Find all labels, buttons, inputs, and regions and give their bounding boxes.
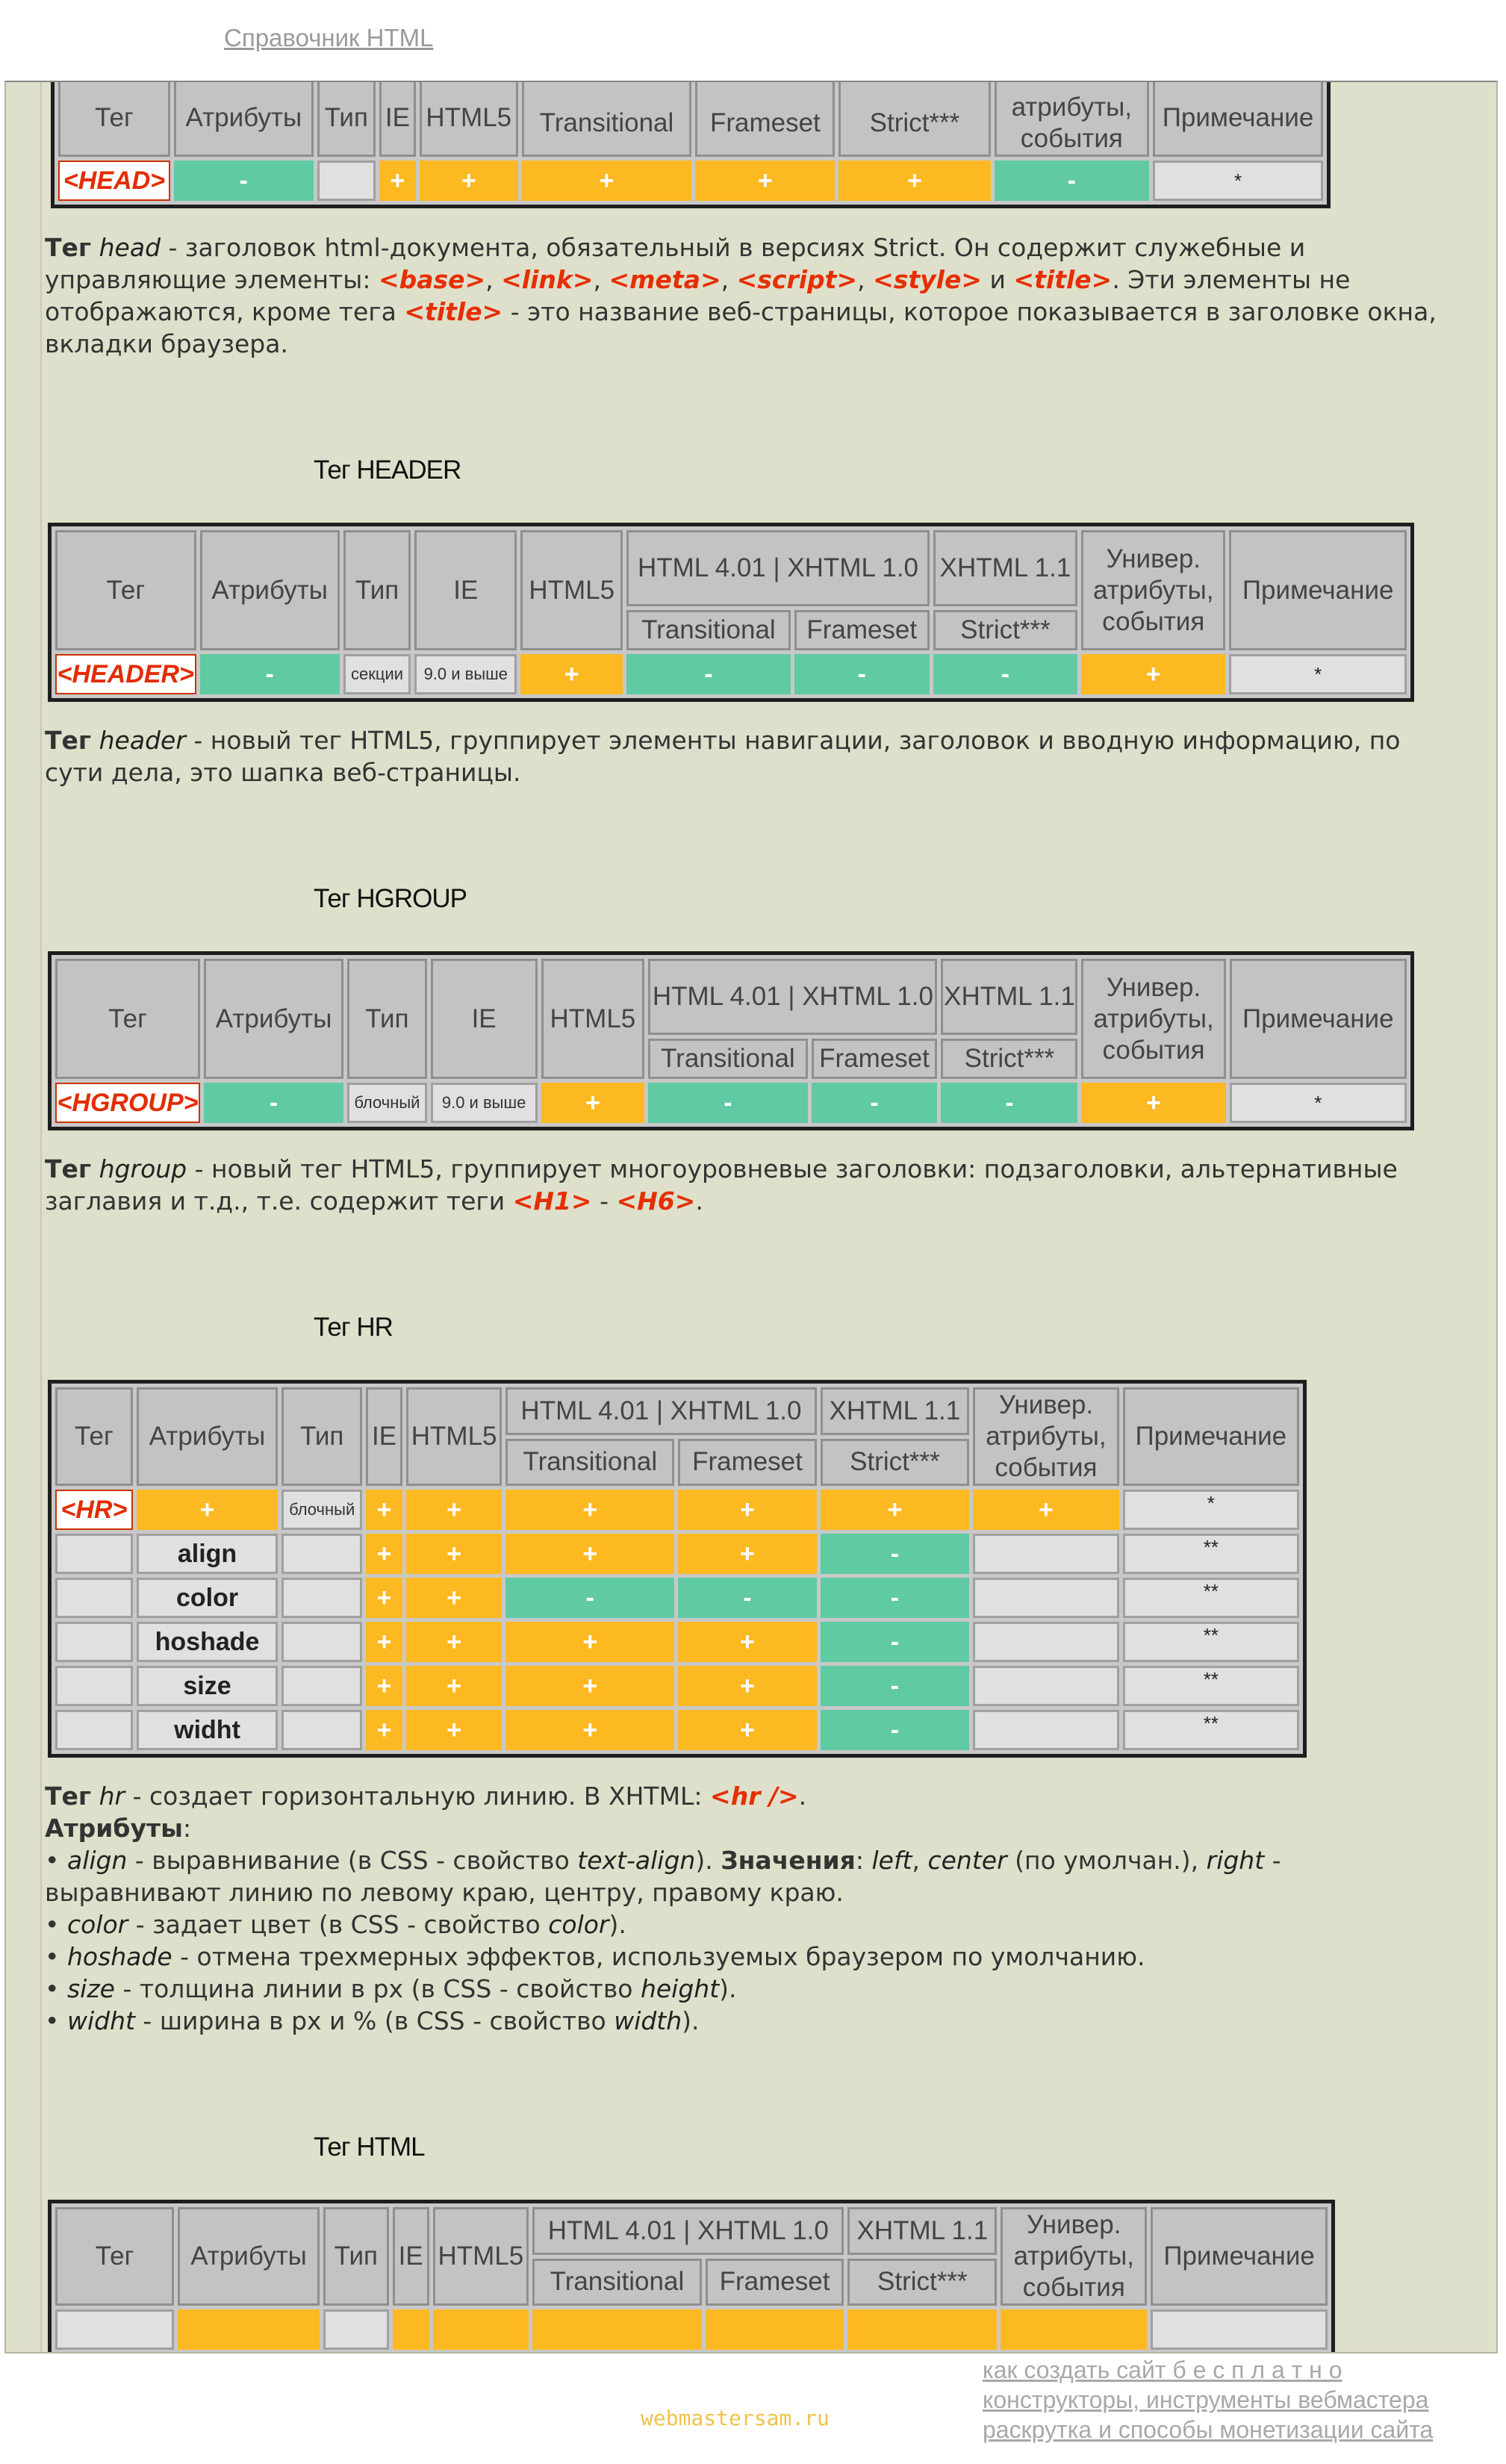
header-cell: Тип	[317, 81, 376, 157]
left-divider	[40, 82, 42, 2352]
header-cell: HTML 4.01 | XHTML 1.0	[532, 2207, 844, 2255]
value-cell: +	[678, 1666, 816, 1706]
value-cell: -	[648, 1083, 807, 1123]
value-cell: +	[366, 1578, 402, 1618]
value-cell: +	[821, 1490, 970, 1530]
header-cell: Frameset	[706, 2259, 844, 2306]
header-cell: Transitional	[505, 1439, 674, 1487]
tag-cell	[55, 2309, 174, 2350]
type-cell	[281, 1622, 362, 1662]
note-cell: *	[1153, 161, 1323, 201]
value-cell	[393, 2309, 429, 2350]
header-cell: IE	[431, 959, 538, 1079]
table-row	[55, 654, 1407, 694]
hr-spec-table	[48, 1380, 1307, 1758]
section-title-header: Тег HEADER	[314, 455, 461, 485]
footer-links	[983, 2355, 1433, 2445]
table-row	[55, 1534, 1299, 1574]
value-cell: +	[406, 1666, 502, 1706]
header-cell: Тип	[343, 530, 411, 650]
header-description: Тег header - новый тег HTML5, группирует элементы навигации, заголовок и вводную информацию, по сути дела, это шапка веб-страницы.	[45, 726, 1401, 787]
hr-attrs-label: Атрибуты:	[45, 1814, 192, 1843]
tag-cell: <HGROUP>	[55, 1083, 200, 1123]
header-cell: атрибуты, события	[995, 81, 1149, 157]
univ-cell	[973, 1534, 1118, 1574]
value-cell: +	[366, 1534, 402, 1574]
tag-cell: <HEADER>	[55, 654, 196, 694]
table-row	[55, 1490, 1299, 1530]
tag-cell	[55, 1578, 133, 1618]
hgroup-description: Тег hgroup - новый тег HTML5, группирует многоуровневые заголовки: подзаголовки, альтернативные заглавия и т.д., т.е. содержит теги <H1> - <H6>.	[45, 1154, 1398, 1216]
note-cell: *	[1230, 1083, 1407, 1123]
header-cell: Атрибуты	[174, 81, 314, 157]
value-cell	[532, 2309, 702, 2350]
value-cell: +	[541, 1083, 645, 1123]
header-cell: XHTML 1.1	[847, 2207, 997, 2255]
header-cell: Тег	[55, 530, 196, 650]
header-cell: Frameset	[812, 1039, 938, 1079]
hr-description	[45, 1780, 1449, 2037]
header-cell: Примечание	[1229, 530, 1407, 650]
value-cell: +	[505, 1534, 674, 1574]
head-description: Тег head - заголовок html-документа, обязательный в версиях Strict. Он содержит служебные и управляющие элементы: <base>, <link>, <meta>, <script>, <style> и <title>. Эти элементы не отображаются, кроме тега <title> - это название веб-страницы, которое показывается в заголовке окна, вкладки браузера.	[45, 233, 1437, 358]
header-cell: Strict***	[821, 1439, 970, 1487]
value-cell: -	[821, 1710, 970, 1750]
value-cell: +	[406, 1710, 502, 1750]
tag-cell	[55, 1710, 133, 1750]
value-cell: -	[941, 1083, 1077, 1123]
value-cell: -	[821, 1622, 970, 1662]
header-cell: IE	[393, 2207, 429, 2306]
section-title-hgroup: Тег HGROUP	[314, 884, 467, 913]
value-cell: +	[1081, 1083, 1225, 1123]
value-cell	[433, 2309, 529, 2350]
value-cell	[847, 2309, 997, 2350]
section-title-hr: Тег HR	[314, 1313, 393, 1342]
tag-cell	[55, 1666, 133, 1706]
value-cell: +	[366, 1710, 402, 1750]
header-cell: Универ. атрибуты, события	[973, 1387, 1118, 1486]
header-cell: Тег	[55, 2207, 174, 2306]
hgroup-spec-table	[48, 951, 1414, 1130]
value-cell: +	[973, 1490, 1118, 1530]
header-cell: HTML 4.01 | XHTML 1.0	[505, 1387, 816, 1435]
value-cell: +	[406, 1490, 502, 1530]
value-cell: -	[812, 1083, 938, 1123]
table-row	[55, 1622, 1299, 1662]
header-cell: HTML5	[420, 81, 517, 157]
header-cell: Тег	[55, 959, 200, 1079]
header-cell: Тип	[347, 959, 427, 1079]
value-cell: -	[204, 1083, 343, 1123]
value-cell: +	[505, 1490, 674, 1530]
value-cell: +	[406, 1622, 502, 1662]
header-cell: Атрибуты	[204, 959, 343, 1079]
value-cell: -	[821, 1578, 970, 1618]
attribute-cell: hoshade	[137, 1622, 278, 1662]
note-cell: **	[1123, 1710, 1299, 1750]
table-row	[55, 1083, 1407, 1123]
hr-intro: Тег hr - создает горизонтальную линию. В XHTML: <hr />.	[45, 1782, 807, 1811]
type-cell	[281, 1578, 362, 1618]
value-cell: +	[366, 1490, 402, 1530]
site-name[interactable]: webmastersam.ru	[641, 2406, 830, 2430]
value-cell: +	[420, 161, 517, 201]
header-cell: Примечание	[1123, 1387, 1299, 1486]
tag-cell: <HR>	[55, 1490, 133, 1530]
html-spec-table	[48, 2200, 1335, 2353]
note-cell: **	[1123, 1578, 1299, 1618]
tag-cell: <HEAD>	[58, 161, 170, 201]
header-cell: Strict***	[941, 1039, 1077, 1079]
header-cell: Примечание	[1230, 959, 1407, 1079]
value-cell: +	[678, 1490, 816, 1530]
value-cell: -	[821, 1666, 970, 1706]
header-cell: IE	[379, 81, 416, 157]
value-cell: -	[995, 161, 1149, 201]
value-cell	[1001, 2309, 1147, 2350]
value-cell: +	[678, 1710, 816, 1750]
header-cell: Transitional	[648, 1039, 807, 1079]
header-cell: Примечание	[1153, 81, 1323, 157]
header-cell: Transitional	[626, 610, 790, 650]
value-cell: +	[520, 654, 623, 694]
header-cell: IE	[414, 530, 517, 650]
value-cell: -	[200, 654, 340, 694]
value-cell: -	[821, 1534, 970, 1574]
ie-cell: 9.0 и выше	[414, 654, 517, 694]
footer-link-promotion[interactable]: раскрутка и способы монетизации сайта	[983, 2416, 1434, 2443]
section-title-html: Тег HTML	[314, 2132, 425, 2162]
note-cell: **	[1123, 1534, 1299, 1574]
value-cell: +	[379, 161, 416, 201]
univ-cell	[973, 1578, 1118, 1618]
header-cell: Frameset	[695, 81, 835, 157]
header-cell: IE	[366, 1387, 402, 1486]
attribute-cell: color	[137, 1578, 278, 1618]
hr-attr-widht: • widht - ширина в px и % (в CSS - свойство width).	[45, 2006, 700, 2035]
value-cell: +	[1081, 654, 1225, 694]
header-cell: Strict***	[838, 81, 990, 157]
type-cell: блочный	[347, 1083, 427, 1123]
header-cell: Тип	[281, 1387, 362, 1486]
univ-cell	[973, 1666, 1118, 1706]
value-cell: +	[406, 1578, 502, 1618]
value-cell: -	[933, 654, 1077, 694]
note-cell: *	[1229, 654, 1407, 694]
footer-link-tools[interactable]: конструкторы, инструменты вебмастера	[983, 2386, 1429, 2413]
value-cell: +	[406, 1534, 502, 1574]
type-cell	[323, 2309, 389, 2350]
hr-attr-align: • align - выравнивание (в CSS - свойство text-align). Значения: left, center (по умолчан.), right - выравнивают линию по левому краю, центру, правому краю.	[45, 1846, 1281, 1907]
tag-cell	[55, 1622, 133, 1662]
header-cell: HTML5	[541, 959, 645, 1079]
header-cell: Примечание	[1151, 2207, 1328, 2306]
value-cell: +	[505, 1622, 674, 1662]
header-cell: XHTML 1.1	[941, 959, 1077, 1035]
header-cell: Transitional	[522, 81, 692, 157]
header-cell: Strict***	[933, 610, 1077, 650]
hr-attr-color: • color - задает цвет (в CSS - свойство color).	[45, 1910, 626, 1939]
type-cell: секции	[343, 654, 411, 694]
header-cell: HTML5	[406, 1387, 502, 1486]
table-row	[58, 161, 1323, 201]
tag-cell	[55, 1534, 133, 1574]
header-cell: Тег	[58, 81, 170, 157]
type-cell	[317, 161, 376, 201]
hr-attr-hoshade: • hoshade - отмена трехмерных эффектов, используемых браузером по умолчанию.	[45, 1942, 1145, 1971]
header-cell: HTML 4.01 | XHTML 1.0	[626, 530, 930, 606]
value-cell: +	[678, 1622, 816, 1662]
value-cell: +	[137, 1490, 278, 1530]
header-cell: XHTML 1.1	[821, 1387, 970, 1435]
table-header-row	[55, 2207, 1328, 2255]
header-cell: XHTML 1.1	[933, 530, 1077, 606]
type-cell	[281, 1710, 362, 1750]
header-spec-table	[48, 523, 1414, 702]
header-cell: Frameset	[794, 610, 930, 650]
value-cell: -	[794, 654, 930, 694]
table-header-row	[55, 1387, 1299, 1435]
attribute-cell: align	[137, 1534, 278, 1574]
footer-link-create-site[interactable]: как создать сайт б е с п л а т н о	[983, 2356, 1342, 2383]
note-cell: *	[1123, 1490, 1299, 1530]
header-cell: HTML5	[520, 530, 623, 650]
head-spec-table	[51, 81, 1331, 208]
header-cell: Тип	[323, 2207, 389, 2306]
value-cell: +	[505, 1666, 674, 1706]
header-cell: Универ. атрибуты, события	[1001, 2207, 1147, 2306]
type-cell	[281, 1534, 362, 1574]
table-row	[55, 1578, 1299, 1618]
value-cell: -	[174, 161, 314, 201]
table-header-row	[55, 530, 1407, 606]
header-cell: Strict***	[847, 2259, 997, 2306]
header-cell: HTML 4.01 | XHTML 1.0	[648, 959, 937, 1035]
value-cell: +	[522, 161, 692, 201]
value-cell: +	[695, 161, 835, 201]
type-cell: блочный	[281, 1490, 362, 1530]
attribute-cell: size	[137, 1666, 278, 1706]
value-cell: -	[505, 1578, 674, 1618]
value-cell: +	[838, 161, 990, 201]
table-row	[55, 2309, 1328, 2350]
note-cell: **	[1123, 1622, 1299, 1662]
table-row	[55, 1666, 1299, 1706]
value-cell: -	[626, 654, 790, 694]
value-cell	[178, 2309, 320, 2350]
header-cell: Атрибуты	[137, 1387, 278, 1486]
header-cell: HTML5	[433, 2207, 529, 2306]
ie-cell: 9.0 и выше	[431, 1083, 538, 1123]
header-cell: Transitional	[532, 2259, 702, 2306]
top-nav-link[interactable]: Справочник HTML	[224, 24, 434, 52]
note-cell: **	[1123, 1666, 1299, 1706]
value-cell: +	[366, 1622, 402, 1662]
content-area	[4, 81, 1498, 2353]
header-cell: Атрибуты	[200, 530, 340, 650]
hr-attr-size: • size - толщина линии в px (в CSS - свойство height).	[45, 1974, 737, 2003]
table-row	[55, 1710, 1299, 1750]
type-cell	[281, 1666, 362, 1706]
header-cell: Атрибуты	[178, 2207, 320, 2306]
header-cell: Универ. атрибуты, события	[1081, 530, 1225, 650]
header-cell: Тег	[55, 1387, 133, 1486]
note-cell	[1151, 2309, 1328, 2350]
value-cell: +	[505, 1710, 674, 1750]
table-header-row	[55, 959, 1407, 1035]
univ-cell	[973, 1710, 1118, 1750]
header-cell: Универ. атрибуты, события	[1081, 959, 1225, 1079]
value-cell: +	[678, 1534, 816, 1574]
value-cell: -	[678, 1578, 816, 1618]
header-cell: Frameset	[678, 1439, 816, 1487]
value-cell: +	[366, 1666, 402, 1706]
table-header-row	[58, 81, 1323, 157]
attribute-cell: widht	[137, 1710, 278, 1750]
univ-cell	[973, 1622, 1118, 1662]
value-cell	[706, 2309, 844, 2350]
